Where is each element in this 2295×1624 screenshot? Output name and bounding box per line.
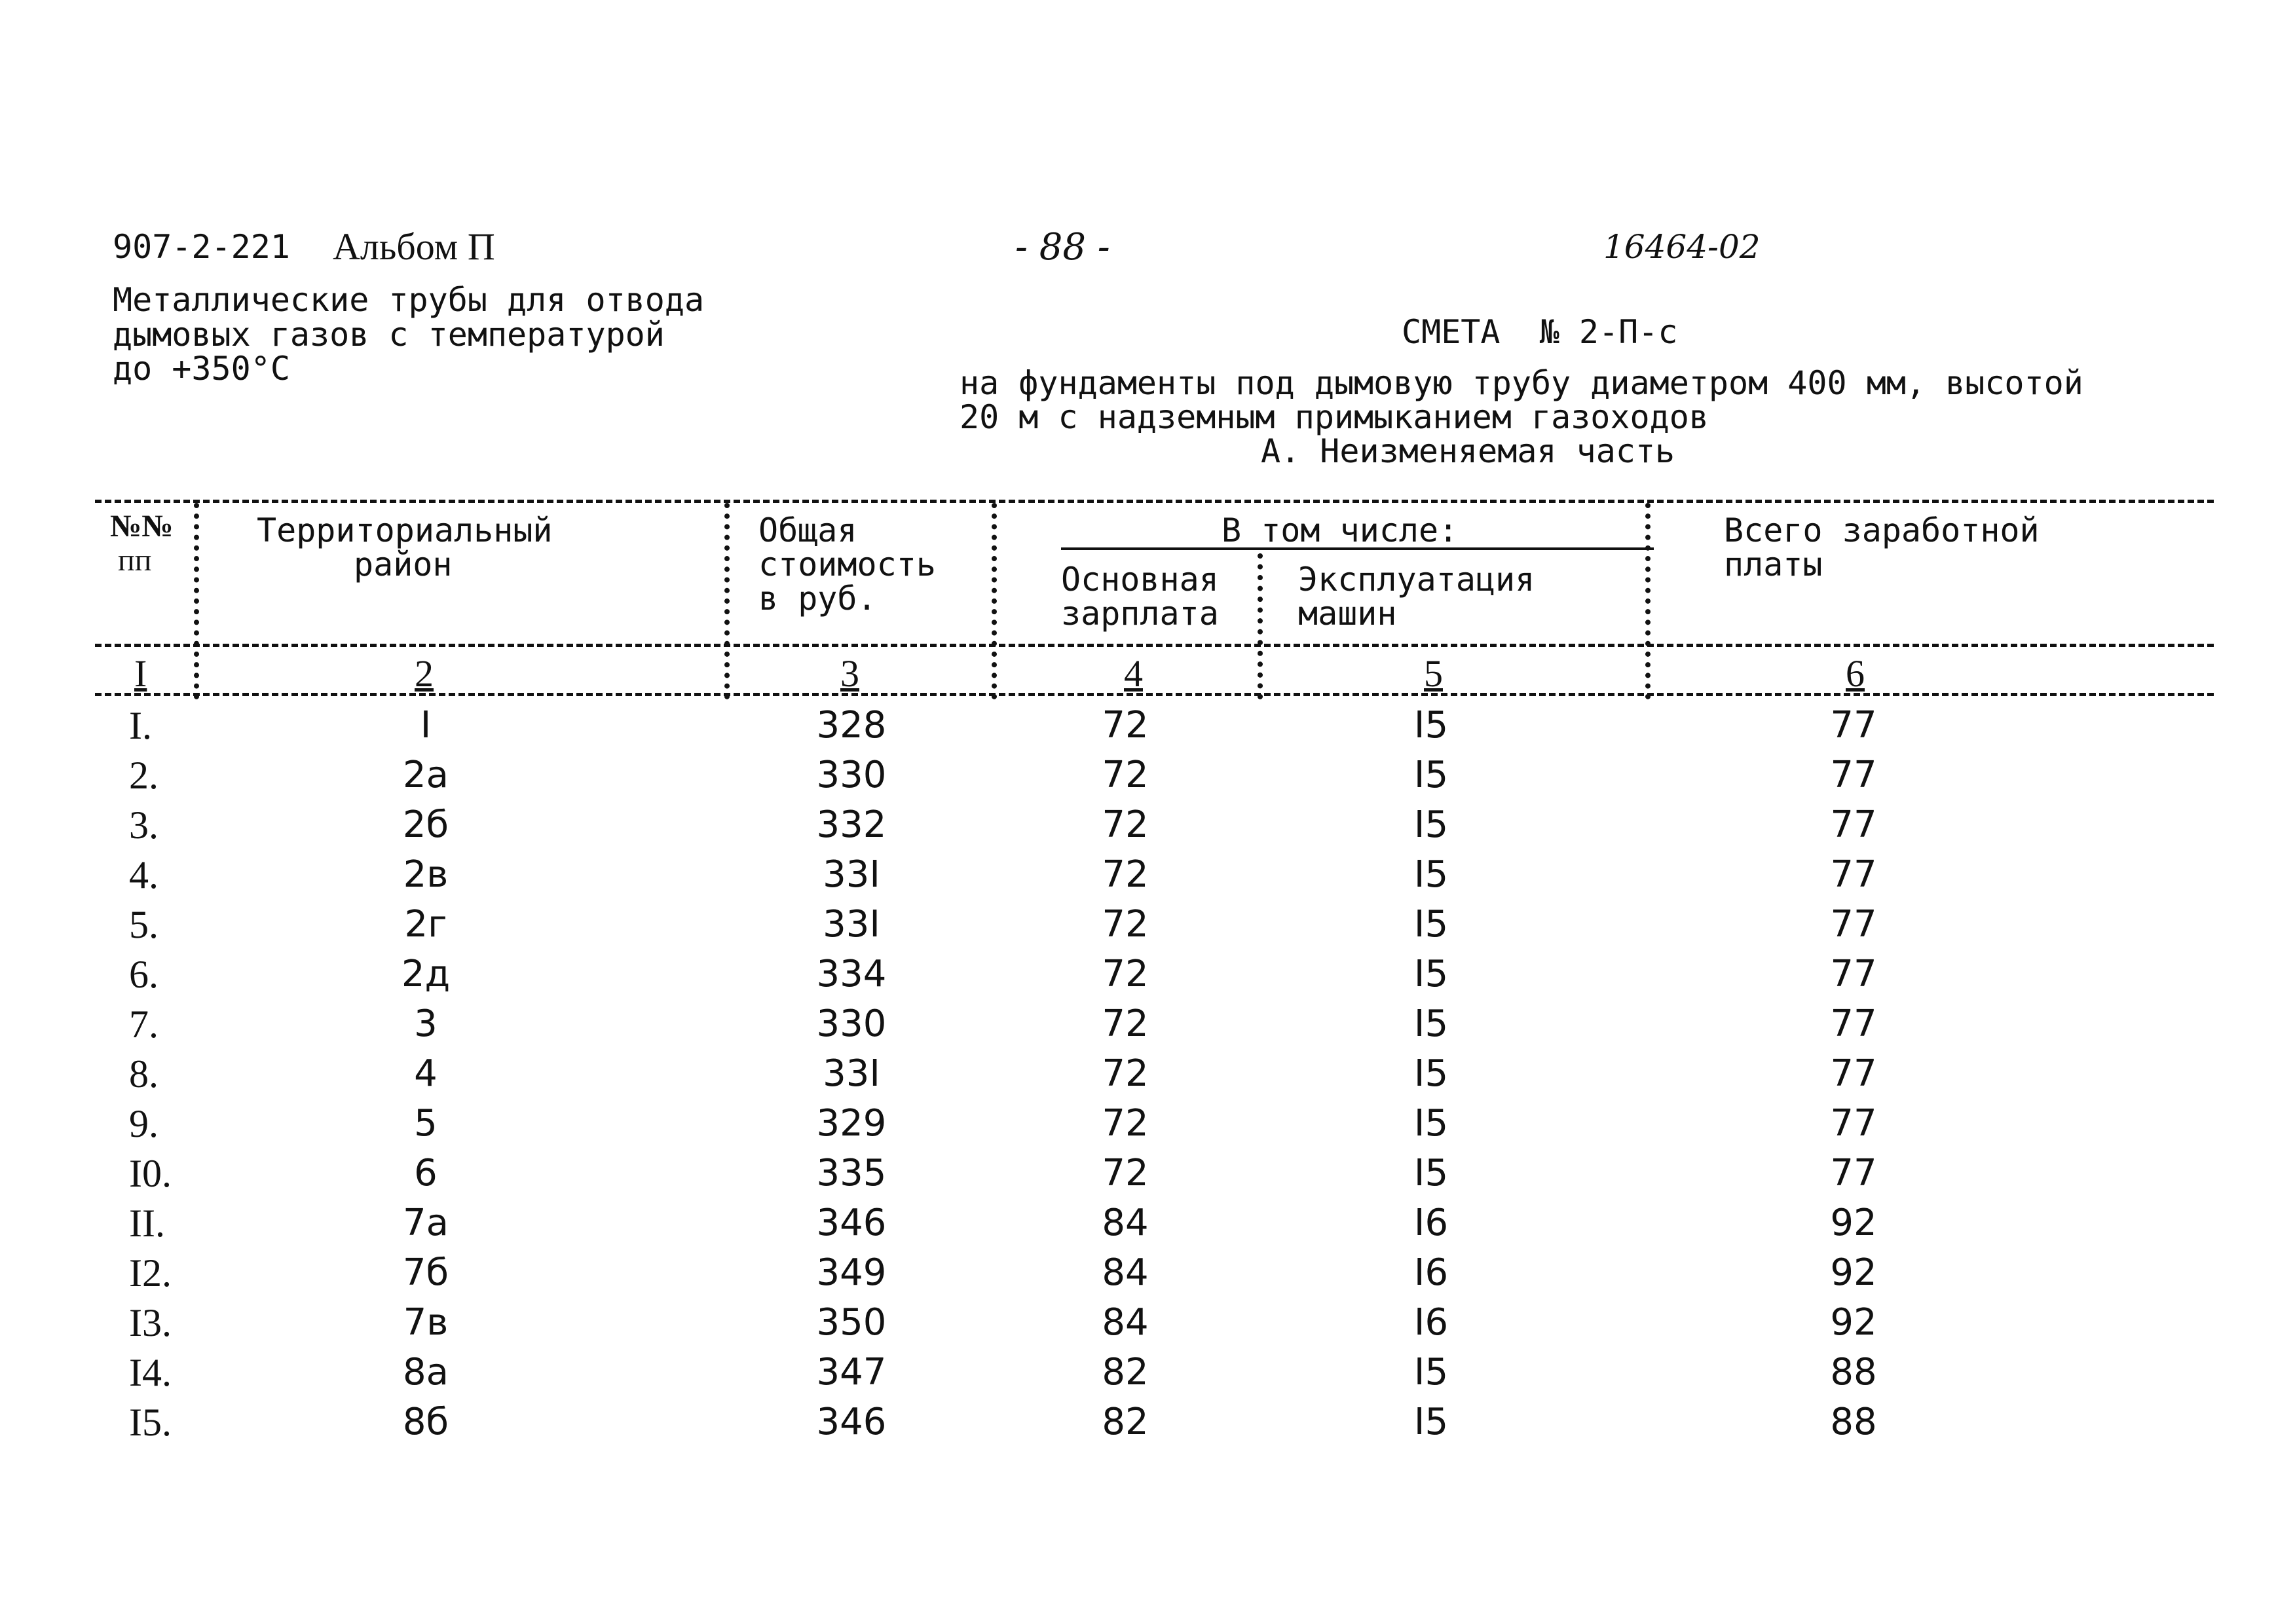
cell-region: I <box>420 704 432 747</box>
cell-base-salary: 72 <box>1102 953 1149 995</box>
cell-machine-use: I5 <box>1413 1102 1449 1145</box>
row-number: 3. <box>129 803 159 847</box>
cell-total-cost: 332 <box>816 803 887 846</box>
cell-total-wages: 92 <box>1830 1202 1877 1244</box>
cell-region: 7б <box>402 1251 449 1294</box>
row-number: II. <box>129 1202 165 1245</box>
cell-total-cost: 33I <box>823 903 880 946</box>
cell-total-wages: 77 <box>1830 903 1877 946</box>
handwritten-number: 16464-02 <box>1603 228 1761 266</box>
cell-machine-use: I6 <box>1413 1202 1449 1244</box>
cell-base-salary: 72 <box>1102 754 1149 796</box>
header-cost-line-3: в руб. <box>758 580 877 618</box>
row-number: 8. <box>129 1052 159 1096</box>
cell-region: 2д <box>401 953 451 995</box>
row-number: I5. <box>129 1401 172 1444</box>
cell-region: 2в <box>403 853 449 896</box>
cell-total-cost: 349 <box>816 1251 887 1294</box>
cell-machine-use: I6 <box>1413 1251 1449 1294</box>
cell-total-cost: 347 <box>816 1351 887 1393</box>
cell-base-salary: 84 <box>1102 1202 1149 1244</box>
cell-region: 8б <box>402 1401 449 1443</box>
cell-machine-use: I5 <box>1413 953 1449 995</box>
cell-total-cost: 350 <box>816 1301 887 1344</box>
column-number-5: 5 <box>1424 652 1443 695</box>
row-number: I2. <box>129 1251 172 1295</box>
cell-region: 2б <box>402 803 449 846</box>
row-number: I3. <box>129 1301 172 1344</box>
left-title-line-3: до +350°С <box>113 350 290 388</box>
row-number: I0. <box>129 1152 172 1195</box>
cell-region: 3 <box>414 1003 438 1045</box>
cell-total-wages: 77 <box>1830 1052 1877 1095</box>
column-number-3: 3 <box>840 652 859 695</box>
column-number-4: 4 <box>1124 652 1143 695</box>
cell-region: 7а <box>403 1202 449 1244</box>
header-machine-use-line-1: Эксплуатация <box>1298 561 1535 599</box>
column-number-2: 2 <box>415 652 434 695</box>
header-region-line-2: район <box>354 545 453 583</box>
header-base-salary-line-2: зарплата <box>1061 595 1219 633</box>
row-number: 4. <box>129 853 159 896</box>
cell-total-cost: 33I <box>823 1052 880 1095</box>
cell-base-salary: 72 <box>1102 1102 1149 1145</box>
cell-base-salary: 72 <box>1102 803 1149 846</box>
estimate-title: СМЕТА № 2-П-с <box>1402 313 1678 351</box>
cell-machine-use: I5 <box>1413 1401 1449 1443</box>
header-total-wages-line-2: платы <box>1724 545 1823 583</box>
cell-total-wages: 77 <box>1830 853 1877 896</box>
cell-total-cost: 33I <box>823 853 880 896</box>
cell-machine-use: I5 <box>1413 1052 1449 1095</box>
cell-total-cost: 330 <box>816 1003 887 1045</box>
document-code: 907-2-221 <box>113 228 290 266</box>
column-numbers-rule <box>95 693 2214 696</box>
cell-base-salary: 72 <box>1102 1152 1149 1194</box>
cell-machine-use: I5 <box>1413 1003 1449 1045</box>
cell-base-salary: 72 <box>1102 1003 1149 1045</box>
cell-total-wages: 77 <box>1830 1102 1877 1145</box>
cell-machine-use: I5 <box>1413 1351 1449 1393</box>
header-bottom-rule <box>95 644 2214 647</box>
row-number: 7. <box>129 1003 159 1046</box>
column-separator-3 <box>992 503 997 699</box>
left-title-line-1: Металлические трубы для отвода <box>113 281 705 319</box>
cell-machine-use: I5 <box>1413 754 1449 796</box>
cell-machine-use: I5 <box>1413 803 1449 846</box>
table-top-rule <box>95 500 2214 503</box>
column-separator-4 <box>1258 553 1263 699</box>
row-number: 6. <box>129 953 159 996</box>
header-number-line-1: №№ <box>110 509 174 544</box>
cell-total-wages: 77 <box>1830 754 1877 796</box>
cell-total-wages: 77 <box>1830 1003 1877 1045</box>
cell-region: 8а <box>403 1351 449 1393</box>
cell-region: 6 <box>414 1152 438 1194</box>
cell-total-wages: 88 <box>1830 1351 1877 1393</box>
column-number-1: I <box>134 652 147 695</box>
column-separator-1 <box>194 503 199 699</box>
cell-base-salary: 72 <box>1102 1052 1149 1095</box>
cell-machine-use: I5 <box>1413 1152 1449 1194</box>
column-number-6: 6 <box>1846 652 1865 695</box>
cell-base-salary: 82 <box>1102 1351 1149 1393</box>
cell-region: 2а <box>403 754 449 796</box>
row-number: 9. <box>129 1102 159 1145</box>
cell-total-cost: 328 <box>816 704 887 747</box>
cell-machine-use: I5 <box>1413 704 1449 747</box>
row-number: I4. <box>129 1351 172 1394</box>
header-cost-line-1: Общая <box>758 511 857 549</box>
cell-total-wages: 88 <box>1830 1401 1877 1443</box>
cell-base-salary: 72 <box>1102 704 1149 747</box>
cell-machine-use: I5 <box>1413 903 1449 946</box>
album-label: Альбом П <box>333 225 495 268</box>
cell-base-salary: 82 <box>1102 1401 1149 1443</box>
cell-total-wages: 77 <box>1830 953 1877 995</box>
header-number-line-2: пп <box>118 543 152 578</box>
cell-base-salary: 84 <box>1102 1251 1149 1294</box>
description-line-2: 20 м с надземным примыканием газоходов <box>960 398 1709 436</box>
cell-region: 2г <box>404 903 447 946</box>
cell-total-cost: 329 <box>816 1102 887 1145</box>
row-number: I. <box>129 704 152 747</box>
row-number: 2. <box>129 754 159 797</box>
cell-base-salary: 84 <box>1102 1301 1149 1344</box>
page-number: - 88 - <box>1015 226 1110 268</box>
header-total-wages-line-1: Всего заработной <box>1724 511 2040 549</box>
cell-total-wages: 92 <box>1830 1251 1877 1294</box>
row-number: 5. <box>129 903 159 946</box>
cell-machine-use: I5 <box>1413 853 1449 896</box>
header-machine-use-line-2: машин <box>1298 595 1397 633</box>
header-base-salary-line-1: Основная <box>1061 561 1219 599</box>
column-separator-5 <box>1645 503 1651 699</box>
cell-total-cost: 330 <box>816 754 887 796</box>
cell-total-cost: 334 <box>816 953 887 995</box>
header-cost-line-2: стоимость <box>758 545 936 583</box>
cell-region: 4 <box>414 1052 438 1095</box>
cell-machine-use: I6 <box>1413 1301 1449 1344</box>
cell-total-cost: 335 <box>816 1152 887 1194</box>
cell-total-wages: 77 <box>1830 1152 1877 1194</box>
cell-total-wages: 77 <box>1830 704 1877 747</box>
cell-base-salary: 72 <box>1102 853 1149 896</box>
column-separator-2 <box>724 503 730 699</box>
cell-total-wages: 92 <box>1830 1301 1877 1344</box>
cell-region: 7в <box>403 1301 449 1344</box>
header-group-label: В том числе: <box>1222 511 1459 549</box>
cell-total-cost: 346 <box>816 1401 887 1443</box>
section-title: А. Неизменяемая часть <box>1261 432 1675 470</box>
cell-total-wages: 77 <box>1830 803 1877 846</box>
left-title-line-2: дымовых газов с температурой <box>113 316 665 354</box>
cell-region: 5 <box>414 1102 438 1145</box>
cell-base-salary: 72 <box>1102 903 1149 946</box>
header-region-line-1: Территориальный <box>257 511 553 549</box>
cell-total-cost: 346 <box>816 1202 887 1244</box>
description-line-1: на фундаменты под дымовую трубу диаметром 400 мм, высотой <box>960 364 2083 402</box>
